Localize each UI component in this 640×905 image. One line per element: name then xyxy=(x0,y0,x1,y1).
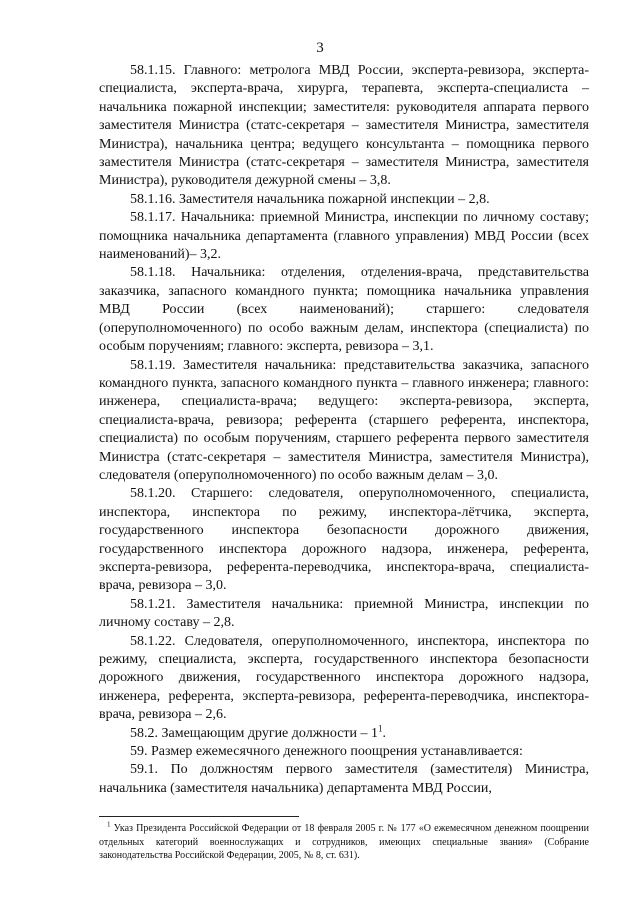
paragraph-58-1-15: 58.1.15. Главного: метролога МВД России, эксперта-ревизора, эксперта-специалиста, эксперта-врача, хирурга, терапевта, эксперта-специалиста – начальника пожарной инспекции; заместителя: руководителя аппарата первого заместителя Министра (статс-секретаря – заместителя Министра, заместителя Министра), начальника центра; ведущего консультанта – помощника первого заместителя Министра (статс-секретаря – заместителя Министра, заместителя Министра), руководителя дежурной смены – 3,8. xyxy=(99,63,589,189)
paragraph-59: 59. Размер ежемесячного денежного поощрения устанавливается: xyxy=(130,744,523,760)
footnote-separator xyxy=(99,816,299,817)
document-body xyxy=(99,62,589,798)
footnote xyxy=(99,822,589,863)
paragraph-58-1-18: 58.1.18. Начальника: отделения, отделения-врача, представительства заказчика, запасного командного пункта; помощника начальника управления МВД России (всех наименований); старшего: следователя (оперуполномоченного) по особо важным делам, инспектора (специалиста) по особым поручениям; главного: эксперта, ревизора – 3,1. xyxy=(99,265,589,355)
page-number: 3 xyxy=(316,40,324,56)
paragraph-58-2-text: 58.2. Замещающим другие должности – 1 xyxy=(130,725,379,741)
footnote-text: Указ Президента Российской Федерации от 18 февраля 2005 г. № 177 «О ежемесячном денежном поощрении отдельных категорий военнослужащих и сотрудников, имеющих специальные звания» (Собрание законодательства Российской Федерации, 2005, № 8, ст. 631). xyxy=(99,823,589,861)
paragraph-58-1-22: 58.1.22. Следователя, оперуполномоченного, инспектора, инспектора по режиму, специалиста, эксперта, государственного инспектора безопасности дорожного движения, государственного инспектора дорожного надзора, инженера, референта, эксперта-ревизора, референта-переводчика, инспектора-врача, ревизора – 2,6. xyxy=(99,633,589,723)
paragraph-59-1: 59.1. По должностям первого заместителя (заместителя) Министра, начальника (заместителя начальника) департамента МВД России, xyxy=(99,762,589,796)
paragraph-58-2-tail: . xyxy=(382,725,387,741)
paragraph-58-1-20: 58.1.20. Старшего: следователя, оперуполномоченного, специалиста, инспектора, инспектора по режиму, инспектора-лётчика, эксперта, государственного инспектора безопасности дорожного движения, государственного инспектора дорожного надзора, инженера, референта, эксперта-ревизора, референта-переводчика, инспектора-врача, специалиста-врача, ревизора – 3,0. xyxy=(99,486,589,594)
paragraph-58-2 xyxy=(99,722,589,743)
paragraph-58-1-19: 58.1.19. Заместителя начальника: представительства заказчика, запасного командного пункта, запасного командного пункта – главного инженера; главного: инженера, специалиста-врача; ведущего: эксперта-ревизора, эксперта, специалиста-врача, ревизора; референта (старшего референта, инспектора, специалиста) по особым поручениям, старшего референта первого заместителя Министра (статс-секретаря – заместителя Министра, заместителя Министра), следователя (оперуполномоченного) по особо важным делам – 3,0. xyxy=(99,357,589,483)
paragraph-58-1-17: 58.1.17. Начальника: приемной Министра, инспекции по личному составу; помощника начальника департамента (главного управления) МВД России (всех наименований)– 3,2. xyxy=(99,210,589,263)
paragraph-58-1-21: 58.1.21. Заместителя начальника: приемной Министра, инспекции по личному составу – 2,8. xyxy=(99,596,589,631)
footnote-marker: 1 xyxy=(107,820,111,829)
footnote-reference[interactable]: 1 xyxy=(378,722,383,733)
paragraph-58-1-16: 58.1.16. Заместителя начальника пожарной инспекции – 2,8. xyxy=(130,191,490,207)
